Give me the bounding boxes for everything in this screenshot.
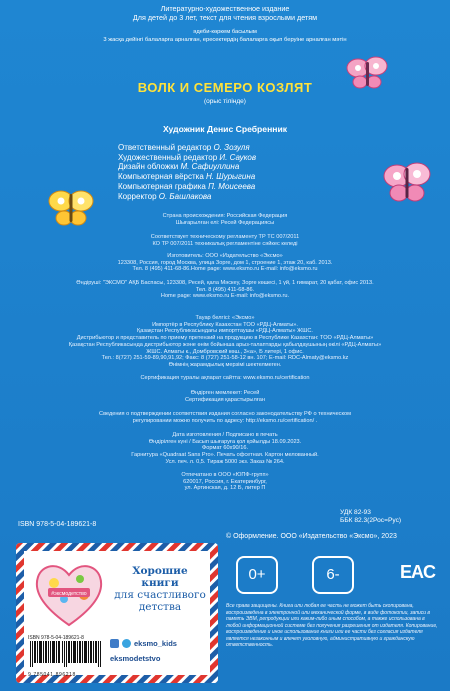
telegram-icon — [122, 639, 131, 648]
eac-mark: EAC — [400, 562, 436, 582]
copyright-text: © Оформление. ООО «Издательство «Эксмо», 2023 — [226, 533, 397, 540]
illustrator-credit: Художник Денис Сребренник — [162, 124, 288, 134]
edition-type: Литературно-художественное издание — [160, 4, 290, 13]
publisher-block: Изготовитель: ООО «Издательство «Эксмо» 123308, Россия, город Москва, улица Зорге, дом 1, строение 1, этаж 20, каб. 2013. Тел. 8 (495) 411-68-86.Home page: www.eksmo.ru E-mail: info@eksmo.ru — [117, 253, 333, 273]
social-handle-detstvo: eksmodetstvo — [110, 654, 161, 663]
age-rating-6minus: 6- — [312, 556, 354, 594]
heart-tag: #эксмодетство — [51, 591, 87, 597]
age-rating-0plus: 0+ — [236, 556, 278, 594]
credit-row: Корректор О. Башлакова — [118, 191, 212, 201]
social-row-kids — [110, 639, 210, 648]
certification-link: Сертификация туралы ақпарат сайтта: www.eksmo.ru/certification — [140, 375, 310, 381]
credit-row: Художественный редактор И. Сауков — [118, 152, 257, 162]
vk-icon — [110, 639, 119, 648]
book-language-note: (орыс тілінде) — [204, 98, 246, 105]
promo-card — [16, 543, 218, 683]
origin-block: Страна происхождения: Российская Федерация Шығарылған елі: Ресей Федерациясы — [162, 213, 288, 226]
social-handle-kids: eksmo_kids — [134, 639, 177, 648]
importer-block: Тауар белгісі: «Эксмо» Импортёр в Республику Казахстан ТОО «РДЦ-Алматы». Қазақстан Республикасындағы импорттаушы «РДЦ-Алматы» ЖШС. Дистрибьютор и представитель по приему претензий на продукцию в Республике Казахстан: ТОО «РДЦ-Алматы» Қазақстан Республикасында дистрибьютор және өнім бойынша арыз-талаптарды қабылдаушының өкілі «РДЦ-Алматы» ЖШС. Алматы к., Домбровский көш., 3«а», Б литері, 1 офис. Тел.: 8(727) 251-59-89,90,91,92; Факс: 8 (727) 251-58-12 вн. 107; E-mail: RDC-Almaty@eksmo.kz Өнімнің жарамдылық мерзімі шектелмеген. — [68, 315, 382, 368]
social-links — [110, 639, 210, 663]
edition-type-kz: әдеби-көркем басылым — [193, 29, 257, 35]
isbn-text: ISBN 978-5-04-189621-8 — [18, 521, 97, 528]
certification-kz-block: Өндірген мемлекет: Ресей Сертификация қарастырылған — [185, 390, 265, 403]
tech-regulation-block: Соответствует техническому регламенту ТР ТС 007/2011 КО ТР 007/2011 техникалық регламентіне сәйкес келеді — [150, 234, 300, 247]
credit-row: Дизайн обложки М. Сафиуллина — [118, 162, 240, 172]
credit-row: Компьютерная вёрстка Н. Шурыгина — [118, 172, 256, 182]
pink-butterfly-large-icon — [382, 160, 432, 206]
promo-slogan: Хорошие книги для счастливого детства — [114, 565, 206, 613]
classification-codes: УДК 82-93 ББК 82.3(2Рос=Рус) — [340, 509, 402, 524]
heart-icon — [30, 555, 108, 633]
barcode-bars — [28, 641, 106, 667]
printer-block: Отпечатано в ООО «ЮПФ-групп» 620017, Россия, г. Екатеринбург, ул. Артинская, д. 12 Б, литер П — [181, 472, 269, 492]
audience-note: Для детей до 3 лет, текст для чтения взрослыми детям — [132, 13, 318, 22]
barcode: ISBN 978-5-04-189621-8 9 785041 896218 — [28, 635, 106, 675]
audience-note-kz: 3 жасқа дейінгі балаларға арналған, ересектердің балаларға оқып беруіне арналған мәтін — [103, 37, 347, 43]
publisher-kz-block: Өндіруші: "ЭКСМО" АҚБ Баспасы, 123308, Ресей, қала Мәскеу, Зорге көшесі, 1 үй, 1 ғимарат, 20 қабат, офис 2013. Тел. 8 (495) 411-68-86. Home page: www.eksmo.ru E-mail: info@eksmo.ru. — [76, 280, 374, 300]
book-title: ВОЛК И СЕМЕРО КОЗЛЯТ — [137, 80, 313, 95]
credit-row: Ответственный редактор О. Зозуля — [118, 143, 250, 152]
credit-row: Компьютерная графика П. Моисеева — [118, 181, 256, 191]
print-details-block: Дата изготовления / Подписано в печать Өндірілген күні / Басып шығаруға қол қойылды 18.09.2023. Формат 60x90/16. Гарнитура «Quadraat Sans Pro». Печать офсетная. Картон мелованный. Усл. печ. л. 0,5. Тираж 5000 экз. Заказ № 264. — [131, 432, 319, 465]
promo-card-body — [24, 551, 210, 678]
rights-notice: Все права защищены. Книга или любая ее часть не может быть скопирована, воспроизведена в электронной или механической форме, в виде фотокопии, записи в память ЭВМ, репродукции или каким-либо иным способом, а также использована в любой информационной системе без получения разрешения от издателя. Копирование, воспроизведение и иное использование книги или ее части без согласия издателя является незаконным и влечет уголовную, административную и гражданскую ответственность. — [226, 603, 438, 648]
staff-credits — [118, 143, 338, 201]
conformity-block: Сведения о подтверждении соответствия издания согласно законодательству РФ о техническом регулировании можно получить по адресу: http://eksmo.ru/certification/ . — [99, 411, 351, 424]
